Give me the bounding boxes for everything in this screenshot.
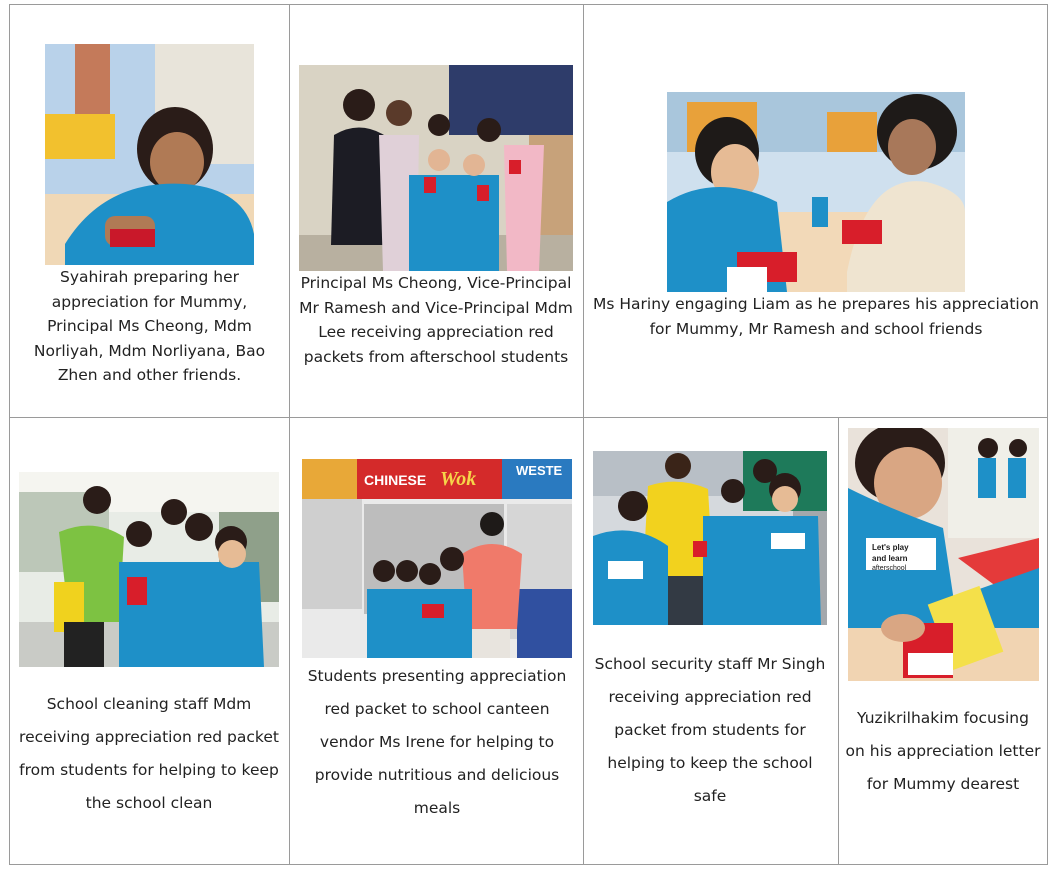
photo-cleaning-staff: [19, 472, 279, 667]
caption-1: Syahirah preparing her appreciation for Mummy, Principal Ms Cheong, Mdm Norliyah, Mdm Norliyana, Bao Zhen and other friends.: [33, 268, 266, 384]
photo-security-staff: [593, 451, 827, 625]
shirt-print: Let's play: [872, 543, 909, 552]
svg-text:and learn: and learn: [872, 554, 908, 563]
row-divider: [9, 417, 1048, 418]
caption-7: Yuzikrilhakim focusing on his appreciation letter for Mummy dearest: [845, 709, 1041, 793]
caption-5: Students presenting appreciation red packet to school canteen vendor Ms Irene for helping to provide nutritious and delicious meals: [307, 667, 567, 817]
sign-chinese: CHINESE: [364, 472, 427, 488]
caption-4: School cleaning staff Mdm receiving appreciation red packet from students for helping to keep the school clean: [19, 695, 279, 812]
photo-yuzikrilhakim: [848, 428, 1039, 681]
col-divider: [838, 418, 839, 865]
col-divider: [583, 4, 584, 865]
caption-3: Ms Hariny engaging Liam as he prepares his appreciation for Mummy, Mr Ramesh and school friends: [592, 295, 1040, 338]
photo-canteen: [302, 459, 572, 658]
svg-text:afterschool: afterschool: [872, 565, 907, 572]
photo-principals: [299, 65, 573, 271]
caption-6: School security staff Mr Singh receiving appreciation red packet from students for helping to keep the school safe: [594, 655, 826, 805]
photo-liam: [667, 92, 965, 292]
sign-west: WESTE: [516, 463, 563, 478]
photo-syahirah: [45, 44, 254, 265]
caption-2: Principal Ms Cheong, Vice-Principal Mr Ramesh and Vice-Principal Mdm Lee receiving appreciation red packets from afterschool students: [299, 274, 573, 366]
col-divider: [289, 4, 290, 865]
sign-wok: Wok: [440, 468, 477, 490]
